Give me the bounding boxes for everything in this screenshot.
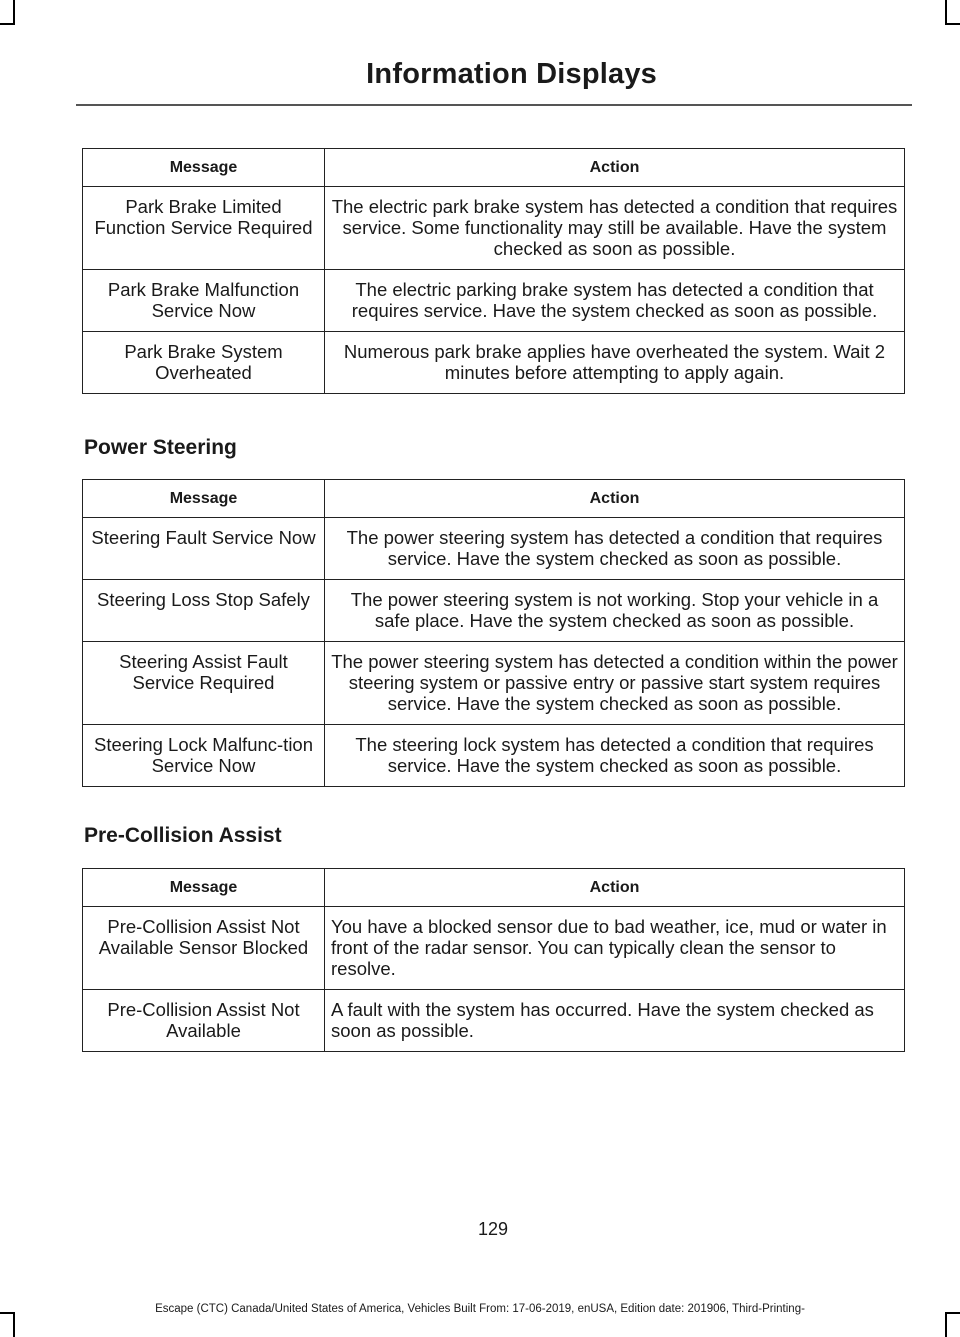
- table-header-row: [83, 480, 905, 518]
- column-header-action: Action: [325, 869, 905, 907]
- message-cell: Park Brake Limited Function Service Required: [83, 187, 325, 270]
- table-row: [83, 187, 905, 270]
- park-brake-table: [82, 148, 905, 394]
- table-row: [83, 580, 905, 642]
- column-header-message: Message: [83, 869, 325, 907]
- message-cell: Park Brake Malfunction Service Now: [83, 270, 325, 332]
- action-cell: The power steering system has detected a condition within the power steering system or passive entry or passive start system requires service. Have the system checked as soon as possible.: [325, 642, 905, 725]
- table-row: [83, 725, 905, 787]
- title-divider: [76, 104, 912, 106]
- table-row: [83, 332, 905, 394]
- message-cell: Pre-Collision Assist Not Available Sensor Blocked: [83, 907, 325, 990]
- column-header-action: Action: [325, 149, 905, 187]
- crop-mark: [945, 1312, 947, 1337]
- crop-mark: [13, 0, 15, 25]
- action-cell: Numerous park brake applies have overheated the system. Wait 2 minutes before attempting to apply again.: [325, 332, 905, 394]
- power-steering-table: [82, 479, 905, 787]
- pre-collision-table: [82, 868, 905, 1052]
- message-cell: Steering Lock Malfunc-tion Service Now: [83, 725, 325, 787]
- table-row: [83, 907, 905, 990]
- crop-mark: [0, 23, 15, 25]
- footer-edition-info: Escape (CTC) Canada/United States of America, Vehicles Built From: 17-06-2019, enUSA, Edition date: 201906, Third-Printing-: [155, 1303, 805, 1315]
- action-cell: The power steering system is not working. Stop your vehicle in a safe place. Have the system checked as soon as possible.: [325, 580, 905, 642]
- page-title: Information Displays: [366, 58, 657, 90]
- action-cell: The power steering system has detected a condition that requires service. Have the system checked as soon as possible.: [325, 518, 905, 580]
- page-number: 129: [477, 1219, 509, 1239]
- crop-mark: [13, 1312, 15, 1337]
- column-header-action: Action: [325, 480, 905, 518]
- table-row: [83, 642, 905, 725]
- table-row: [83, 990, 905, 1052]
- action-cell: The electric parking brake system has detected a condition that requires service. Have the system checked as soon as possible.: [325, 270, 905, 332]
- message-cell: Steering Fault Service Now: [83, 518, 325, 580]
- action-cell: The electric park brake system has detected a condition that requires service. Some functionality may still be available. Have the system checked as soon as possible.: [325, 187, 905, 270]
- table-row: [83, 518, 905, 580]
- column-header-message: Message: [83, 480, 325, 518]
- action-cell: A fault with the system has occurred. Have the system checked as soon as possible.: [325, 990, 905, 1052]
- message-cell: Park Brake System Overheated: [83, 332, 325, 394]
- message-cell: Steering Loss Stop Safely: [83, 580, 325, 642]
- action-cell: The steering lock system has detected a condition that requires service. Have the system checked as soon as possible.: [325, 725, 905, 787]
- section-heading-power-steering: Power Steering: [84, 436, 237, 459]
- action-cell: You have a blocked sensor due to bad weather, ice, mud or water in front of the radar sensor. You can typically clean the sensor to resolve.: [325, 907, 905, 990]
- table-header-row: [83, 149, 905, 187]
- section-heading-pre-collision-assist: Pre-Collision Assist: [84, 824, 282, 847]
- message-cell: Steering Assist Fault Service Required: [83, 642, 325, 725]
- crop-mark: [945, 0, 947, 25]
- column-header-message: Message: [83, 149, 325, 187]
- table-header-row: [83, 869, 905, 907]
- message-cell: Pre-Collision Assist Not Available: [83, 990, 325, 1052]
- crop-mark: [945, 23, 960, 25]
- table-row: [83, 270, 905, 332]
